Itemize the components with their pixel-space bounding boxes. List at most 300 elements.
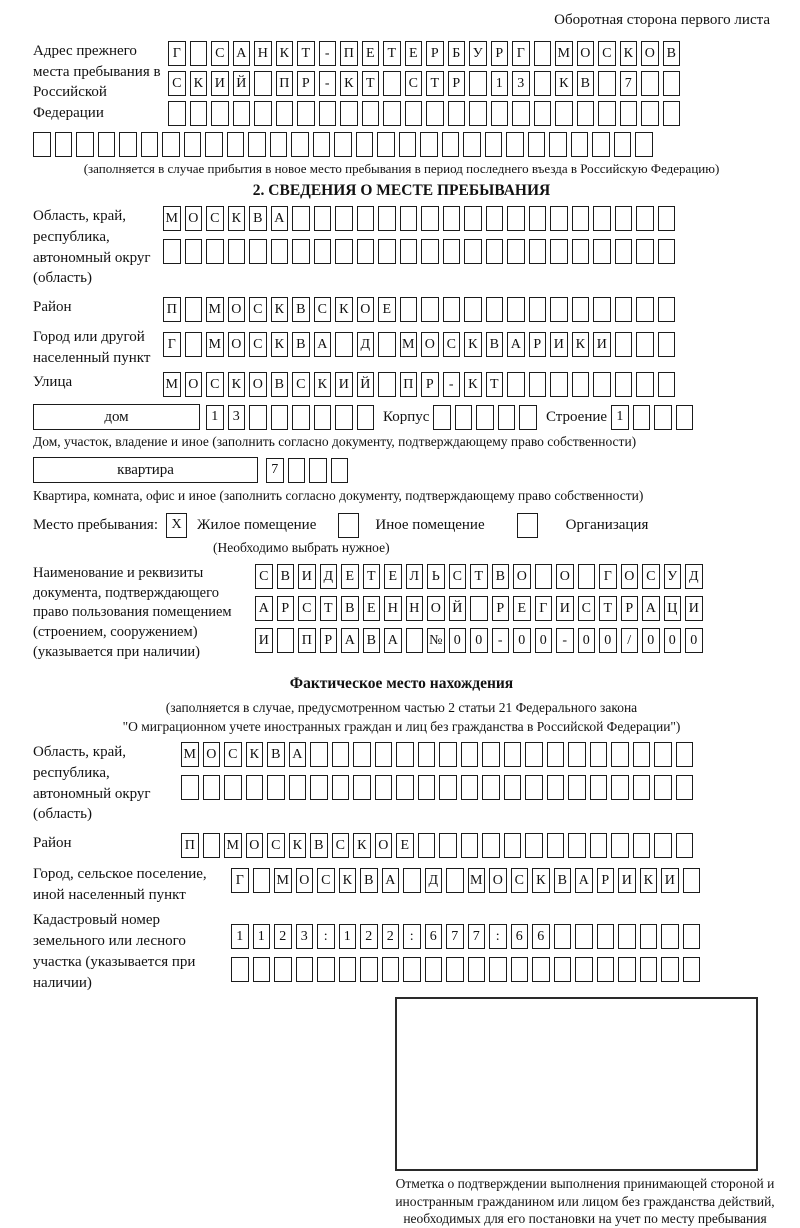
char-cell[interactable]: К: [228, 372, 246, 397]
char-cell[interactable]: [611, 833, 629, 858]
char-cell[interactable]: [168, 101, 186, 126]
char-cell[interactable]: [418, 775, 436, 800]
char-cell[interactable]: [314, 405, 332, 430]
char-cell[interactable]: Й: [357, 372, 375, 397]
char-cell[interactable]: [661, 924, 679, 949]
char-cell[interactable]: 6: [511, 924, 529, 949]
char-cell[interactable]: [249, 405, 267, 430]
char-cell[interactable]: [615, 206, 633, 231]
char-cell[interactable]: Е: [362, 41, 380, 66]
char-cell[interactable]: [507, 239, 525, 264]
char-cell[interactable]: [443, 297, 461, 322]
char-cell[interactable]: А: [233, 41, 251, 66]
char-cell[interactable]: [489, 957, 507, 982]
char-cell[interactable]: В: [310, 833, 328, 858]
char-cell[interactable]: [228, 239, 246, 264]
char-cell[interactable]: [532, 957, 550, 982]
char-cell[interactable]: [654, 775, 672, 800]
char-cell[interactable]: [246, 775, 264, 800]
char-cell[interactable]: [577, 101, 595, 126]
char-cell[interactable]: [439, 833, 457, 858]
char-cell[interactable]: [383, 101, 401, 126]
char-cell[interactable]: К: [464, 332, 482, 357]
char-cell[interactable]: [683, 924, 701, 949]
char-cell[interactable]: [253, 868, 271, 893]
char-cell[interactable]: [274, 957, 292, 982]
char-cell[interactable]: [676, 775, 694, 800]
char-cell[interactable]: [620, 101, 638, 126]
char-cell[interactable]: Т: [320, 596, 338, 621]
char-cell[interactable]: 3: [296, 924, 314, 949]
char-cell[interactable]: 3: [512, 71, 530, 96]
char-cell[interactable]: [534, 101, 552, 126]
char-cell[interactable]: [636, 239, 654, 264]
char-cell[interactable]: [654, 742, 672, 767]
char-cell[interactable]: [310, 742, 328, 767]
char-cell[interactable]: [455, 405, 473, 430]
char-cell[interactable]: [593, 372, 611, 397]
char-cell[interactable]: И: [255, 628, 273, 653]
char-cell[interactable]: О: [375, 833, 393, 858]
char-cell[interactable]: [568, 742, 586, 767]
char-cell[interactable]: [615, 332, 633, 357]
char-cell[interactable]: [663, 101, 681, 126]
char-cell[interactable]: [636, 297, 654, 322]
char-cell[interactable]: Н: [254, 41, 272, 66]
char-cell[interactable]: [396, 775, 414, 800]
char-cell[interactable]: О: [246, 833, 264, 858]
char-cell[interactable]: [162, 132, 180, 157]
char-cell[interactable]: [614, 132, 632, 157]
char-cell[interactable]: [598, 71, 616, 96]
char-cell[interactable]: [141, 132, 159, 157]
char-cell[interactable]: С: [267, 833, 285, 858]
char-cell[interactable]: Е: [405, 41, 423, 66]
char-cell[interactable]: И: [685, 596, 703, 621]
char-cell[interactable]: [658, 239, 676, 264]
char-cell[interactable]: [231, 957, 249, 982]
char-cell[interactable]: :: [317, 924, 335, 949]
char-cell[interactable]: [590, 833, 608, 858]
char-cell[interactable]: [420, 132, 438, 157]
char-cell[interactable]: [640, 957, 658, 982]
char-cell[interactable]: М: [163, 372, 181, 397]
char-cell[interactable]: Е: [384, 564, 402, 589]
char-cell[interactable]: [406, 628, 424, 653]
char-cell[interactable]: Д: [685, 564, 703, 589]
char-cell[interactable]: С: [255, 564, 273, 589]
char-cell[interactable]: [400, 206, 418, 231]
char-cell[interactable]: В: [577, 71, 595, 96]
char-cell[interactable]: О: [421, 332, 439, 357]
char-cell[interactable]: [482, 833, 500, 858]
char-cell[interactable]: [535, 564, 553, 589]
char-cell[interactable]: 1: [611, 405, 629, 430]
char-cell[interactable]: [463, 132, 481, 157]
char-cell[interactable]: У: [469, 41, 487, 66]
char-cell[interactable]: [442, 132, 460, 157]
char-cell[interactable]: [593, 206, 611, 231]
char-cell[interactable]: Т: [383, 41, 401, 66]
char-cell[interactable]: [76, 132, 94, 157]
char-cell[interactable]: [550, 206, 568, 231]
char-cell[interactable]: А: [575, 868, 593, 893]
char-cell[interactable]: П: [400, 372, 418, 397]
char-cell[interactable]: 0: [513, 628, 531, 653]
char-cell[interactable]: [568, 833, 586, 858]
char-cell[interactable]: [332, 775, 350, 800]
char-cell[interactable]: [547, 833, 565, 858]
char-cell[interactable]: Й: [449, 596, 467, 621]
char-cell[interactable]: [331, 458, 349, 483]
char-cell[interactable]: Р: [448, 71, 466, 96]
char-cell[interactable]: [549, 132, 567, 157]
char-cell[interactable]: И: [298, 564, 316, 589]
char-cell[interactable]: [519, 405, 537, 430]
char-cell[interactable]: [633, 833, 651, 858]
char-cell[interactable]: [611, 775, 629, 800]
char-cell[interactable]: [525, 833, 543, 858]
char-cell[interactable]: Т: [486, 372, 504, 397]
char-cell[interactable]: П: [276, 71, 294, 96]
char-cell[interactable]: Т: [470, 564, 488, 589]
char-cell[interactable]: :: [489, 924, 507, 949]
char-cell[interactable]: [314, 206, 332, 231]
char-cell[interactable]: [615, 297, 633, 322]
char-cell[interactable]: Г: [163, 332, 181, 357]
char-cell[interactable]: [683, 868, 701, 893]
char-cell[interactable]: [163, 239, 181, 264]
char-cell[interactable]: [461, 775, 479, 800]
char-cell[interactable]: Й: [233, 71, 251, 96]
char-cell[interactable]: [575, 924, 593, 949]
char-cell[interactable]: С: [224, 742, 242, 767]
char-cell[interactable]: [575, 957, 593, 982]
char-cell[interactable]: 1: [339, 924, 357, 949]
char-cell[interactable]: [383, 71, 401, 96]
char-cell[interactable]: [338, 513, 359, 538]
char-cell[interactable]: О: [228, 332, 246, 357]
char-cell[interactable]: [504, 833, 522, 858]
char-cell[interactable]: [550, 239, 568, 264]
char-cell[interactable]: [267, 775, 285, 800]
char-cell[interactable]: О: [185, 206, 203, 231]
char-cell[interactable]: 0: [535, 628, 553, 653]
char-cell[interactable]: К: [532, 868, 550, 893]
char-cell[interactable]: Д: [425, 868, 443, 893]
char-cell[interactable]: [658, 297, 676, 322]
char-cell[interactable]: [33, 132, 51, 157]
char-cell[interactable]: [357, 206, 375, 231]
char-cell[interactable]: [529, 297, 547, 322]
char-cell[interactable]: [658, 206, 676, 231]
char-cell[interactable]: О: [296, 868, 314, 893]
char-cell[interactable]: С: [449, 564, 467, 589]
char-cell[interactable]: К: [620, 41, 638, 66]
char-cell[interactable]: [185, 332, 203, 357]
char-cell[interactable]: [421, 239, 439, 264]
char-cell[interactable]: [572, 239, 590, 264]
char-cell[interactable]: П: [163, 297, 181, 322]
char-cell[interactable]: [464, 239, 482, 264]
char-cell[interactable]: 0: [578, 628, 596, 653]
char-cell[interactable]: [296, 957, 314, 982]
char-cell[interactable]: К: [640, 868, 658, 893]
char-cell[interactable]: [517, 513, 538, 538]
char-cell[interactable]: В: [360, 868, 378, 893]
char-cell[interactable]: [461, 742, 479, 767]
char-cell[interactable]: [615, 372, 633, 397]
char-cell[interactable]: М: [555, 41, 573, 66]
char-cell[interactable]: 2: [274, 924, 292, 949]
char-cell[interactable]: Г: [599, 564, 617, 589]
char-cell[interactable]: [375, 775, 393, 800]
char-cell[interactable]: В: [249, 206, 267, 231]
char-cell[interactable]: А: [289, 742, 307, 767]
char-cell[interactable]: [319, 101, 337, 126]
char-cell[interactable]: С: [211, 41, 229, 66]
char-cell[interactable]: [618, 957, 636, 982]
char-cell[interactable]: 7: [446, 924, 464, 949]
char-cell[interactable]: С: [206, 372, 224, 397]
char-cell[interactable]: [554, 924, 572, 949]
char-cell[interactable]: [339, 957, 357, 982]
char-cell[interactable]: -: [319, 71, 337, 96]
char-cell[interactable]: О: [489, 868, 507, 893]
char-cell[interactable]: [289, 775, 307, 800]
char-cell[interactable]: С: [317, 868, 335, 893]
char-cell[interactable]: [476, 405, 494, 430]
char-cell[interactable]: [512, 101, 530, 126]
char-cell[interactable]: [661, 957, 679, 982]
checkbox-inoe[interactable]: [338, 513, 359, 538]
char-cell[interactable]: С: [249, 332, 267, 357]
char-cell[interactable]: [190, 101, 208, 126]
char-cell[interactable]: [439, 742, 457, 767]
char-cell[interactable]: Г: [168, 41, 186, 66]
char-cell[interactable]: Р: [277, 596, 295, 621]
char-cell[interactable]: И: [593, 332, 611, 357]
char-cell[interactable]: [357, 405, 375, 430]
char-cell[interactable]: Л: [406, 564, 424, 589]
char-cell[interactable]: [292, 239, 310, 264]
char-cell[interactable]: [676, 833, 694, 858]
char-cell[interactable]: [288, 458, 306, 483]
char-cell[interactable]: [271, 239, 289, 264]
char-cell[interactable]: М: [468, 868, 486, 893]
char-cell[interactable]: С: [168, 71, 186, 96]
char-cell[interactable]: [618, 924, 636, 949]
char-cell[interactable]: 7: [468, 924, 486, 949]
char-cell[interactable]: В: [663, 41, 681, 66]
char-cell[interactable]: Г: [231, 868, 249, 893]
char-cell[interactable]: [254, 101, 272, 126]
char-cell[interactable]: К: [340, 71, 358, 96]
char-cell[interactable]: В: [292, 332, 310, 357]
char-cell[interactable]: [534, 71, 552, 96]
char-cell[interactable]: [446, 868, 464, 893]
char-cell[interactable]: [271, 405, 289, 430]
char-cell[interactable]: [654, 405, 672, 430]
char-cell[interactable]: Т: [599, 596, 617, 621]
char-cell[interactable]: [190, 41, 208, 66]
char-cell[interactable]: О: [577, 41, 595, 66]
char-cell[interactable]: [486, 297, 504, 322]
char-cell[interactable]: [98, 132, 116, 157]
char-cell[interactable]: [446, 957, 464, 982]
char-cell[interactable]: [547, 742, 565, 767]
char-cell[interactable]: [598, 101, 616, 126]
char-cell[interactable]: [400, 297, 418, 322]
char-cell[interactable]: К: [276, 41, 294, 66]
char-cell[interactable]: [568, 775, 586, 800]
char-cell[interactable]: С: [578, 596, 596, 621]
char-cell[interactable]: [291, 132, 309, 157]
char-cell[interactable]: [593, 297, 611, 322]
char-cell[interactable]: С: [298, 596, 316, 621]
char-cell[interactable]: Н: [384, 596, 402, 621]
char-cell[interactable]: [529, 206, 547, 231]
char-cell[interactable]: А: [384, 628, 402, 653]
char-cell[interactable]: [504, 775, 522, 800]
char-cell[interactable]: Р: [491, 41, 509, 66]
char-cell[interactable]: М: [206, 297, 224, 322]
char-cell[interactable]: В: [267, 742, 285, 767]
dom-box[interactable]: дом: [33, 404, 200, 430]
char-cell[interactable]: Т: [362, 71, 380, 96]
kvartira-box[interactable]: квартира: [33, 457, 258, 483]
char-cell[interactable]: [443, 206, 461, 231]
char-cell[interactable]: [184, 132, 202, 157]
char-cell[interactable]: И: [618, 868, 636, 893]
char-cell[interactable]: К: [314, 372, 332, 397]
char-cell[interactable]: [297, 101, 315, 126]
char-cell[interactable]: О: [185, 372, 203, 397]
char-cell[interactable]: Г: [512, 41, 530, 66]
char-cell[interactable]: [482, 742, 500, 767]
char-cell[interactable]: [525, 775, 543, 800]
char-cell[interactable]: Т: [363, 564, 381, 589]
char-cell[interactable]: [353, 742, 371, 767]
char-cell[interactable]: [658, 372, 676, 397]
char-cell[interactable]: [676, 405, 694, 430]
char-cell[interactable]: 6: [532, 924, 550, 949]
char-cell[interactable]: О: [228, 297, 246, 322]
char-cell[interactable]: С: [642, 564, 660, 589]
char-cell[interactable]: 0: [642, 628, 660, 653]
char-cell[interactable]: [572, 206, 590, 231]
char-cell[interactable]: О: [641, 41, 659, 66]
char-cell[interactable]: [597, 957, 615, 982]
char-cell[interactable]: М: [400, 332, 418, 357]
char-cell[interactable]: Е: [341, 564, 359, 589]
char-cell[interactable]: [611, 742, 629, 767]
char-cell[interactable]: [635, 132, 653, 157]
char-cell[interactable]: [464, 297, 482, 322]
char-cell[interactable]: А: [382, 868, 400, 893]
char-cell[interactable]: [248, 132, 266, 157]
char-cell[interactable]: Р: [426, 41, 444, 66]
char-cell[interactable]: [470, 596, 488, 621]
char-cell[interactable]: [270, 132, 288, 157]
char-cell[interactable]: П: [181, 833, 199, 858]
char-cell[interactable]: В: [492, 564, 510, 589]
char-cell[interactable]: /: [621, 628, 639, 653]
char-cell[interactable]: 0: [599, 628, 617, 653]
char-cell[interactable]: [554, 957, 572, 982]
char-cell[interactable]: К: [335, 297, 353, 322]
char-cell[interactable]: [636, 332, 654, 357]
char-cell[interactable]: 1: [253, 924, 271, 949]
char-cell[interactable]: [633, 742, 651, 767]
char-cell[interactable]: [633, 775, 651, 800]
char-cell[interactable]: [593, 239, 611, 264]
char-cell[interactable]: [547, 775, 565, 800]
char-cell[interactable]: И: [661, 868, 679, 893]
char-cell[interactable]: [314, 239, 332, 264]
char-cell[interactable]: [615, 239, 633, 264]
char-cell[interactable]: [439, 775, 457, 800]
char-cell[interactable]: [276, 101, 294, 126]
char-cell[interactable]: -: [556, 628, 574, 653]
char-cell[interactable]: [335, 206, 353, 231]
char-cell[interactable]: [511, 957, 529, 982]
char-cell[interactable]: [571, 132, 589, 157]
char-cell[interactable]: 1: [206, 405, 224, 430]
char-cell[interactable]: К: [464, 372, 482, 397]
char-cell[interactable]: 0: [470, 628, 488, 653]
char-cell[interactable]: М: [224, 833, 242, 858]
char-cell[interactable]: К: [289, 833, 307, 858]
char-cell[interactable]: [464, 206, 482, 231]
char-cell[interactable]: К: [271, 297, 289, 322]
char-cell[interactable]: Д: [320, 564, 338, 589]
char-cell[interactable]: [335, 405, 353, 430]
char-cell[interactable]: [550, 372, 568, 397]
char-cell[interactable]: [400, 239, 418, 264]
char-cell[interactable]: [469, 101, 487, 126]
char-cell[interactable]: [486, 206, 504, 231]
char-cell[interactable]: [590, 742, 608, 767]
char-cell[interactable]: [309, 458, 327, 483]
char-cell[interactable]: Р: [621, 596, 639, 621]
char-cell[interactable]: [421, 206, 439, 231]
char-cell[interactable]: М: [181, 742, 199, 767]
char-cell[interactable]: 0: [449, 628, 467, 653]
char-cell[interactable]: [353, 775, 371, 800]
char-cell[interactable]: Ц: [664, 596, 682, 621]
char-cell[interactable]: [421, 297, 439, 322]
char-cell[interactable]: [277, 628, 295, 653]
char-cell[interactable]: [572, 372, 590, 397]
char-cell[interactable]: И: [335, 372, 353, 397]
char-cell[interactable]: [181, 775, 199, 800]
char-cell[interactable]: Д: [357, 332, 375, 357]
char-cell[interactable]: Е: [363, 596, 381, 621]
char-cell[interactable]: Р: [320, 628, 338, 653]
char-cell[interactable]: А: [642, 596, 660, 621]
char-cell[interactable]: [529, 372, 547, 397]
char-cell[interactable]: [378, 332, 396, 357]
char-cell[interactable]: 7: [620, 71, 638, 96]
char-cell[interactable]: [357, 239, 375, 264]
char-cell[interactable]: [360, 957, 378, 982]
char-cell[interactable]: [641, 101, 659, 126]
char-cell[interactable]: П: [298, 628, 316, 653]
char-cell[interactable]: 0: [685, 628, 703, 653]
char-cell[interactable]: О: [427, 596, 445, 621]
checkbox-org[interactable]: [517, 513, 538, 538]
